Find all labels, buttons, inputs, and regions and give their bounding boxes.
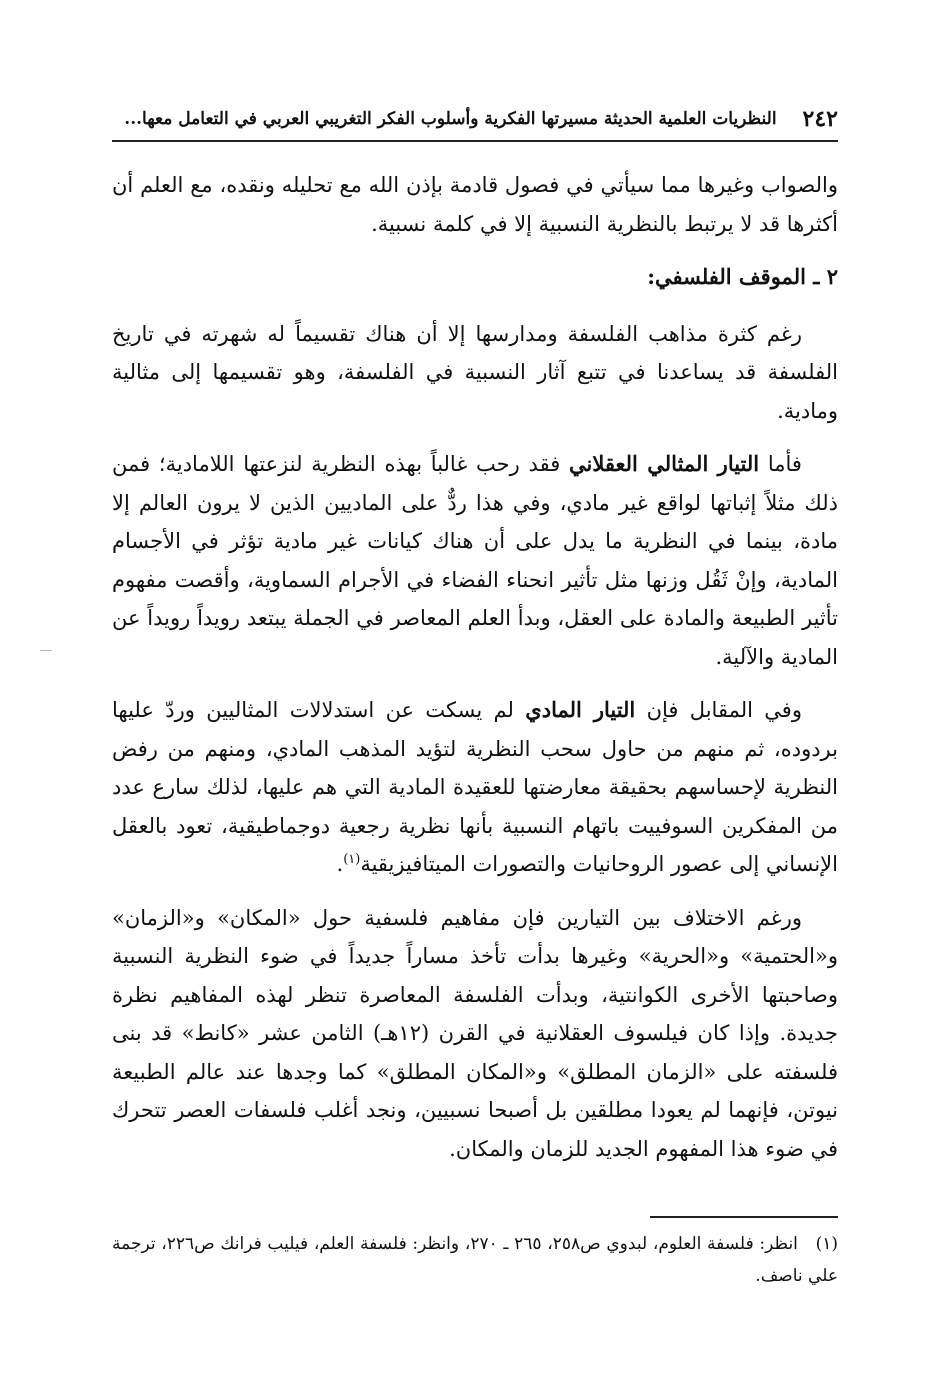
paragraph-materialist xyxy=(112,691,838,884)
margin-mark xyxy=(40,650,52,651)
paragraph-concepts: ورغم الاختلاف بين التيارين فإن مفاهيم فلسفية حول «المكان» و«الزمان» و«الحتمية» و«الحرية» وغيرها بدأت تأخذ مساراً جديداً في ضوء النظرية النسبية وصاحبتها الأخرى الكوانتية، وبدأت الفلسفة المعاصرة تنظر لهذه المفاهيم نظرة جديدة. وإذا كان فيلسوف العقلانية في القرن (١٢هـ) الثامن عشر «كانط» قد بنى فلسفته على «الزمان المطلق» و«المكان المطلق» كما وجدها عند عالم الطبيعة نيوتن، فإنهما لم يعودا مطلقين بل أصبحا نسبيين، ونجد أغلب فلسفات العصر تتحرك في ضوء هذا المفهوم الجديد للزمان والمكان. xyxy=(112,905,839,1161)
paragraph-body: فقد رحب غالباً بهذه النظرية لنزعتها اللامادية؛ فمن ذلك مثلاً إثباتها لواقع غير مادي، وفي هذا ردٌّ على الماديين الذين لا يرون العالم إلا مادة، بينما في النظرية ما يدل على أن هناك كيانات غير مادية تؤثر في الأجسام المادية، وإنْ ثَقُل وزنها مثل تأثير انحناء الفضاء في الأجرام السماوية، وأقصت مفهوم تأثير الطبيعة والمادة على العقل، وبدأ العلم المعاصر في الجملة يبتعد رويداً رويداً عن المادية والآلية. xyxy=(112,452,838,669)
paragraph-body: لم يسكت عن استدلالات المثاليين وردّ عليها بردوده، ثم منهم من حاول سحب النظرية لتؤيد المذهب المادي، ومنهم من رفض النظرية لإحساسهم بحقيقة معارضتها للعقيدة المادية التي هم عليها، لذلك سارع عدد من المفكرين السوفييت باتهام النسبية بأنها نظرية رجعية دوجماطيقية، تعود بالعقل الإنساني إلى عصور الروحانيات والتصورات الميتافيزيقية xyxy=(112,698,838,876)
section-heading xyxy=(112,258,838,297)
term-materialist-current: التيار المادي xyxy=(525,697,636,722)
page-number: ٢٤٢ xyxy=(802,106,838,132)
footnote-marker: (١) xyxy=(815,1234,839,1254)
page-header xyxy=(112,98,838,142)
running-title: النظريات العلمية الحديثة مسيرتها الفكرية وأسلوب الفكر التغريبي العربي في التعامل معها... xyxy=(124,109,777,129)
section-heading-number: ٢ ـ xyxy=(813,264,838,289)
footnote-text: انظر: فلسفة العلوم، لبدوي ص٢٥٨، ٢٦٥ ـ ٢٧٠، وانظر: فلسفة العلم، فيليب فرانك ص٢٢٦، ترجمة علي ناصف. xyxy=(112,1234,838,1286)
footnote-reference[interactable]: (١) xyxy=(343,852,361,867)
paragraph-continuation: والصواب وغيرها مما سيأتي في فصول قادمة بإذن الله مع تحليله ونقده، مع العلم أن أكثرها قد لا يرتبط بالنظرية النسبية إلا في كلمة نسبية. xyxy=(112,173,838,236)
paragraph-idealist xyxy=(112,445,838,676)
footnote-divider xyxy=(650,1216,838,1218)
body-text xyxy=(112,166,838,1183)
paragraph-lead: وفي المقابل فإن xyxy=(646,698,802,722)
footnote xyxy=(112,1228,838,1292)
paragraph-end: . xyxy=(336,852,344,876)
paragraph-intro: رغم كثرة مذاهب الفلسفة ومدارسها إلا أن هناك تقسيماً له شهرته في تاريخ الفلسفة قد يساعدنا في تتبع آثار النسبية في الفلسفة، وهو تقسيمها إلى مثالية ومادية. xyxy=(112,321,838,423)
term-idealist-current: التيار المثالي العقلاني xyxy=(569,451,760,476)
paragraph-lead: فأما xyxy=(767,452,802,476)
section-heading-title: الموقف الفلسفي: xyxy=(647,264,806,289)
